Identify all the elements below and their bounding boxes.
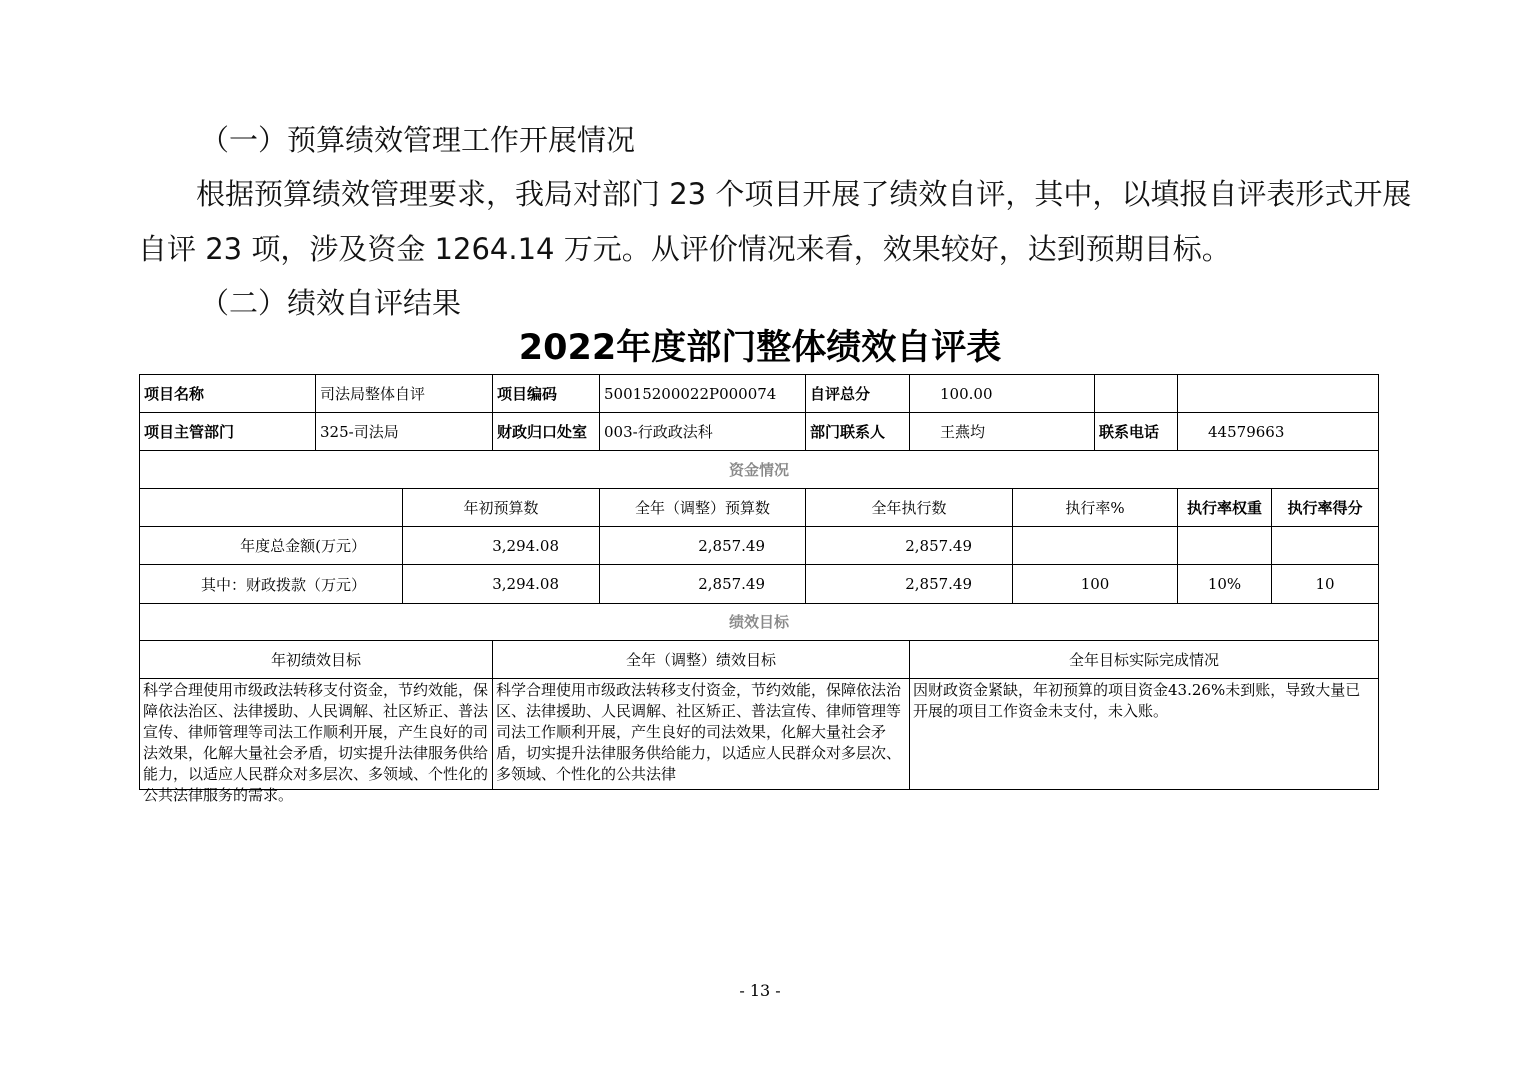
project-name-label: 项目名称 (140, 375, 316, 413)
rate-score-value: 10 (1272, 565, 1379, 603)
paragraph-line-1: 根据预算绩效管理要求，我局对部门 23 个项目开展了绩效自评，其中，以填报自评表形式开展 (196, 177, 1412, 211)
table-row (140, 375, 1379, 413)
dept-value: 325-司法局 (316, 413, 493, 451)
section-heading-2: （二）绩效自评结果 (200, 286, 462, 320)
table-row (140, 489, 1379, 527)
column-header: 全年（调整）绩效目标 (493, 640, 910, 678)
project-code-label: 项目编码 (493, 375, 600, 413)
column-header: 年初预算数 (403, 489, 600, 527)
actual-completion-text: 因财政资金紧缺，年初预算的项目资金43.26%未到账，导致大量已开展的项目工作资金未支付，未入账。 (913, 680, 1361, 720)
column-header: 全年（调整）预算数 (600, 489, 806, 527)
self-score-value: 100.00 (910, 375, 1095, 413)
rate-weight-value: 10% (1178, 565, 1272, 603)
initial-budget-value: 3,294.08 (403, 527, 600, 565)
empty-cell (1178, 375, 1379, 413)
rate-weight-value (1178, 527, 1272, 565)
rate-score-value (1272, 527, 1379, 565)
table-row (140, 565, 1379, 603)
table-row (140, 603, 1379, 640)
row-label: 年度总金额(万元） (140, 527, 403, 565)
actual-completion-cell (910, 678, 1379, 789)
adjusted-goal-cell (493, 678, 910, 789)
empty-cell (1095, 375, 1178, 413)
initial-budget-value: 3,294.08 (403, 565, 600, 603)
column-header: 执行率权重 (1178, 489, 1272, 527)
finance-office-value: 003-行政政法科 (600, 413, 806, 451)
funds-section-header: 资金情况 (140, 451, 1379, 489)
column-header: 全年目标实际完成情况 (910, 640, 1379, 678)
self-score-label: 自评总分 (806, 375, 910, 413)
empty-cell (140, 489, 403, 527)
execution-rate-value: 100 (1013, 565, 1178, 603)
project-code-value: 50015200022P000074 (600, 375, 806, 413)
initial-goal-cell (140, 678, 493, 804)
project-name-value: 司法局整体自评 (316, 375, 493, 413)
table-row (140, 413, 1379, 451)
adjusted-budget-value: 2,857.49 (600, 565, 806, 603)
dept-label: 项目主管部门 (140, 413, 316, 451)
adjusted-budget-value: 2,857.49 (600, 527, 806, 565)
section-heading-1: （一）预算绩效管理工作开展情况 (200, 123, 636, 157)
paragraph-line-2: 自评 23 项，涉及资金 1264.14 万元。从评价情况来看，效果较好，达到预期目标。 (138, 232, 1231, 266)
phone-value: 44579663 (1178, 413, 1379, 451)
table-row (140, 451, 1379, 489)
self-evaluation-table (139, 374, 1379, 804)
initial-goal-text: 科学合理使用市级政法转移支付资金，节约效能，保障依法治区、法律援助、人民调解、社区矫正、普法宣传、律师管理等司法工作顺利开展，产生良好的司法效果，化解大量社会矛盾，切实提升法律服务供给能力，以适应人民群众对多层次、多领域、个性化的公共法律服务的需求。 (143, 680, 489, 804)
column-header: 年初绩效目标 (140, 640, 493, 678)
executed-value: 2,857.49 (806, 527, 1013, 565)
contact-value: 王燕均 (910, 413, 1095, 451)
page-number: - 13 - (739, 981, 781, 1000)
table-row (140, 640, 1379, 678)
row-label: 其中：财政拨款（万元） (140, 565, 403, 603)
table-title: 2022年度部门整体绩效自评表 (518, 328, 1002, 368)
table-row (140, 527, 1379, 565)
execution-rate-value (1013, 527, 1178, 565)
column-header: 全年执行数 (806, 489, 1013, 527)
adjusted-goal-text: 科学合理使用市级政法转移支付资金，节约效能，保障依法治区、法律援助、人民调解、社区矫正、普法宣传、律师管理等司法工作顺利开展，产生良好的司法效果，化解大量社会矛盾，切实提升法律服务供给能力，以适应人民群众对多层次、多领域、个性化的公共法律 (496, 680, 902, 783)
column-header: 执行率得分 (1272, 489, 1379, 527)
goals-section-header: 绩效目标 (140, 603, 1379, 640)
finance-office-label: 财政归口处室 (493, 413, 600, 451)
contact-label: 部门联系人 (806, 413, 910, 451)
executed-value: 2,857.49 (806, 565, 1013, 603)
column-header: 执行率% (1013, 489, 1178, 527)
phone-label: 联系电话 (1095, 413, 1178, 451)
table-row (140, 678, 1379, 789)
